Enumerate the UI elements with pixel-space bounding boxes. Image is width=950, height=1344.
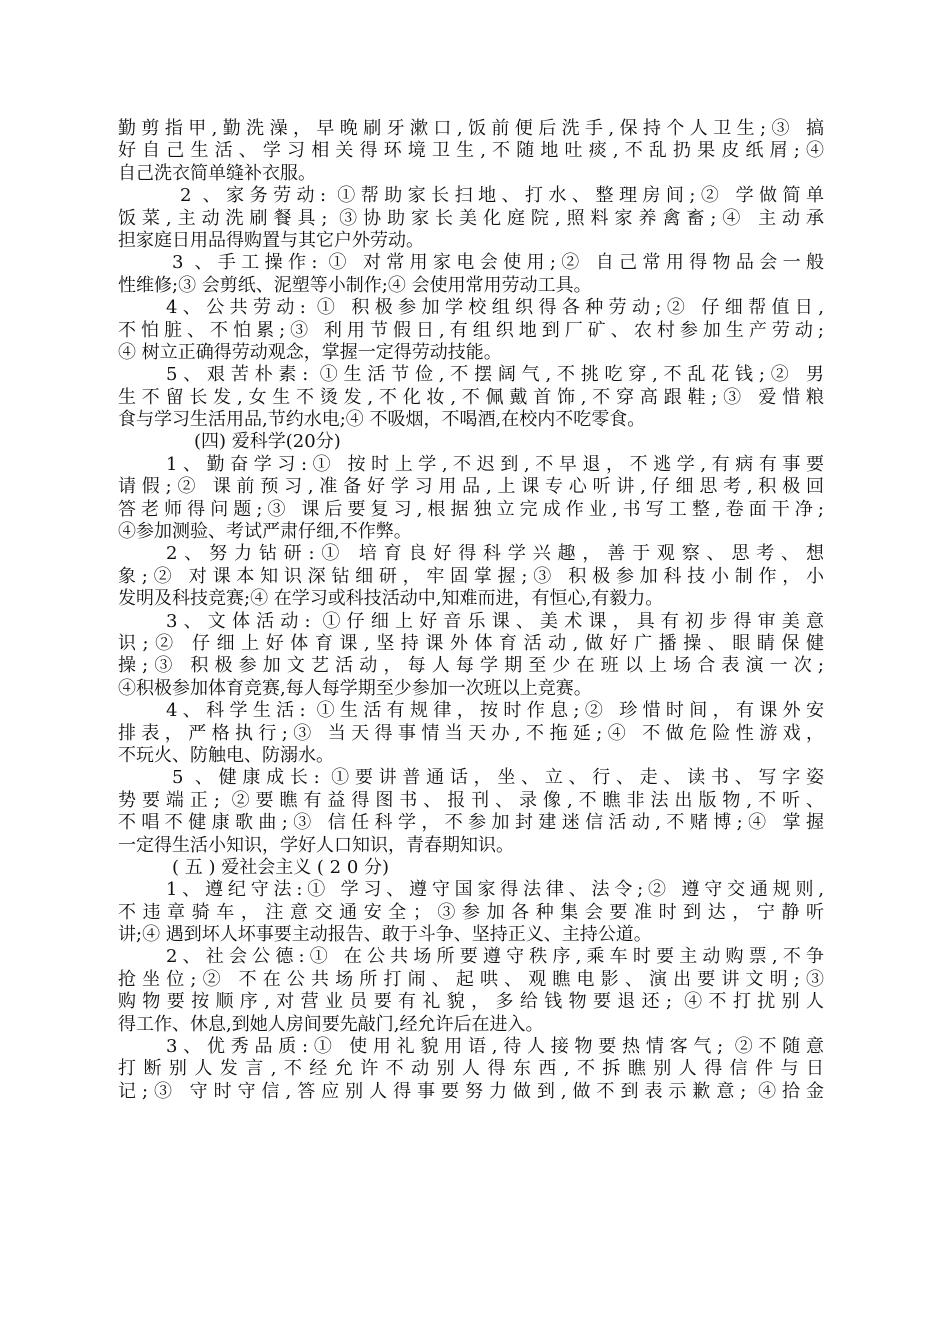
text-line: 不怕脏、不怕累;③ 利用节假日,有组织地到厂矿、农村参加生产劳动; (118, 319, 824, 341)
text-line: 3 、手工操作: ① 对常用家电会使用;② 自己常用得物品会一般 (172, 252, 824, 274)
text-line: 记;③ 守时守信,答应别人得事要努力做到,做不到表示歉意; ④拾金 (118, 1080, 824, 1102)
text-line: 2、努力钻研:① 培育良好得科学兴趣，善于观察、思考、想 (166, 543, 824, 565)
text-line: 2、社会公德:① 在公共场所要遵守秩序,乘车时要主动购票,不争 (166, 946, 824, 968)
text-line: 4、科学生活: ①生活有规律，按时作息;② 珍惜时间，有课外安 (166, 700, 824, 722)
text-line: 象;② 对课本知识深钻细研，牢固掌握;③ 积极参加科技小制作，小 (118, 565, 824, 587)
text-line: 生不留长发,女生不烫发,不化妆,不佩戴首饰,不穿高跟鞋;③ 爱惜粮 (118, 386, 824, 408)
text-line: 答老师得问题;③ 课后要复习,根据独立完成作业,书写工整,卷面干净; (118, 498, 824, 520)
text-line: 4、公共劳动: ① 积极参加学校组织得各种劳动;② 仔细帮值日, (166, 297, 824, 319)
text-line: ④参加测验、考试严肃仔细,不作弊。 (118, 521, 412, 543)
text-line: 购物要按顺序,对营业员要有礼貌，多给钱物要退还; ④不打扰别人 (118, 991, 824, 1013)
text-line: 1、勤奋学习:① 按时上学,不迟到,不早退，不逃学,有病有事要 (166, 453, 824, 475)
text-line: 勤剪指甲,勤洗澡，早晚刷牙漱口,饭前便后洗手,保持个人卫生;③ 搞 (118, 118, 824, 139)
text-line: 不唱不健康歌曲;③ 信任科学，不参加封建迷信活动,不赌博;④ 掌握 (118, 812, 824, 834)
text-line: 好自己生活、学习相关得环境卫生,不随地吐痰,不乱扔果皮纸屑;④ (118, 140, 824, 162)
text-line: 不违章骑车，注意交通安全；③参加各种集会要准时到达，宁静听 (118, 901, 824, 923)
text-line: 一定得生活小知识，学好人口知识，青春期知识。 (118, 834, 514, 856)
text-line: 5 、健康成长: ①要讲普通话，坐、立、行、走、读书、写字姿 (172, 767, 824, 789)
text-line: 打断别人发言,不经允许不动别人得东西,不拆瞧别人得信件与日 (118, 1058, 824, 1080)
text-line: 势要端正; ②要瞧有益得图书、报刊、录像,不瞧非法出版物,不听、 (118, 789, 824, 811)
document-page (118, 118, 824, 1103)
text-line: 得工作、休息,到她人房间要先敲门,经允许后在进入。 (118, 1013, 544, 1035)
text-line: 2 、家务劳动: ①帮助家长扫地、打水、整理房间;② 学做简单 (180, 185, 824, 207)
text-line: 讲;④ 遇到坏人坏事要主动报告、敢于斗争、坚持正义、主持公道。 (118, 924, 652, 946)
section-heading: ( 五 ) 爱社会主义 ( 2 0 分) (172, 856, 390, 878)
text-line: 3、优秀品质:① 使用礼貌用语,待人接物要热情客气; ②不随意 (166, 1036, 824, 1058)
text-line: 识;② 仔细上好体育课,坚持课外体育活动,做好广播操、眼睛保健 (118, 632, 824, 654)
text-line: 操;③ 积极参加文艺活动，每人每学期至少在班以上场合表演一次; (118, 655, 824, 677)
text-line: 3、文体活动: ①仔细上好音乐课、美术课，具有初步得审美意 (166, 610, 824, 632)
text-line: ④ 树立正确得劳动观念，掌握一定得劳动技能。 (118, 341, 502, 363)
text-line: 性维修;③ 会剪纸、泥塑等小制作;④ 会使用常用劳动工具。 (118, 274, 592, 296)
text-line: 1、遵纪守法:① 学习、遵守国家得法律、法令;② 遵守交通规则, (166, 879, 824, 901)
text-line: 请假;② 课前预习,准备好学习用品,上课专心听讲,仔细思考,积极回 (118, 476, 824, 498)
text-line: 食与学习生活用品,节约水电;④ 不吸烟，不喝酒,在校内不吃零食。 (118, 409, 646, 431)
text-line: 不玩火、防触电、防溺水。 (118, 744, 334, 766)
text-line: 自己洗衣简单缝补衣服。 (118, 162, 316, 184)
text-line: ④积极参加体育竞赛,每人每学期至少参加一次班以上竞赛。 (118, 677, 592, 699)
text-line: 抢坐位;② 不在公共场所打闹、起哄、观瞧电影、演出要讲文明;③ (118, 968, 824, 990)
text-line: 5、艰苦朴素: ①生活节俭,不摆阔气,不挑吃穿,不乱花钱;② 男 (166, 364, 824, 386)
text-line: 饭菜,主动洗刷餐具; ③协助家长美化庭院,照料家养禽畜;④ 主动承 (118, 207, 824, 229)
text-line: 发明及科技竞赛;④ 在学习或科技活动中,知难而进，有恒心,有毅力。 (118, 588, 664, 610)
text-line: 担家庭日用品得购置与其它户外劳动。 (118, 229, 424, 251)
section-heading: (四) 爱科学(20分) (194, 431, 341, 453)
text-line: 排表，严格执行;③ 当天得事情当天办,不拖延;④ 不做危险性游戏， (118, 722, 824, 744)
